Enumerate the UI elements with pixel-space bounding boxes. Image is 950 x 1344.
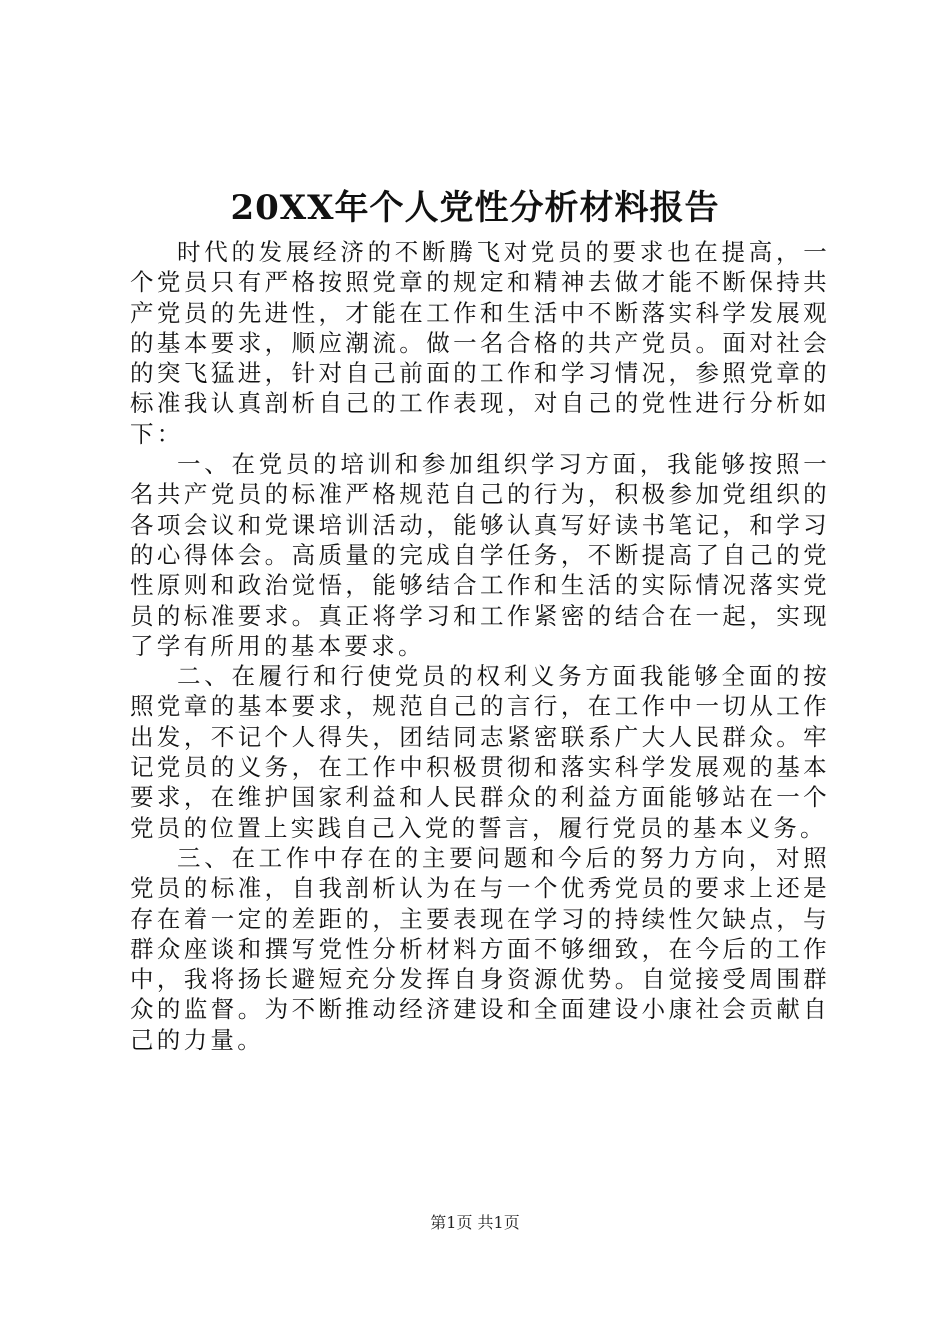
- page-footer: 第1页 共1页: [430, 1213, 520, 1232]
- paragraph-section-2: 二、在履行和行使党员的权利义务方面我能够全面的按照党章的基本要求，规范自己的言行，在工作中一切从工作出发，不记个人得失，团结同志紧密联系广大人民群众。牢记党员的义务，在工作中积极贯彻和落实科学发展观的基本要求，在维护国家利益和人民群众的利益方面能够站在一个党员的位置上实践自己入党的誓言，履行党员的基本义务。: [130, 662, 830, 842]
- paragraph-section-3: 三、在工作中存在的主要问题和今后的努力方向，对照党员的标准，自我剖析认为在与一个优秀党员的要求上还是存在着一定的差距的，主要表现在学习的持续性欠缺点，与群众座谈和撰写党性分析材料方面不够细致，在今后的工作中，我将扬长避短充分发挥自身资源优势。自觉接受周围群众的监督。为不断推动经济建设和全面建设小康社会贡献自己的力量。: [130, 843, 830, 1054]
- paragraph-intro: 时代的发展经济的不断腾飞对党员的要求也在提高，一个党员只有严格按照党章的规定和精神去做才能不断保持共产党员的先进性，才能在工作和生活中不断落实科学发展观的基本要求，顺应潮流。做一名合格的共产党员。面对社会的突飞猛进，针对自己前面的工作和学习情况，参照党章的标准我认真剖析自己的工作表现，对自己的党性进行分析如下：: [130, 238, 830, 448]
- document-title: 20XX年个人党性分析材料报告: [230, 188, 720, 228]
- paragraph-section-1: 一、在党员的培训和参加组织学习方面，我能够按照一名共产党员的标准严格规范自己的行为，积极参加党组织的各项会议和党课培训活动，能够认真写好读书笔记，和学习的心得体会。高质量的完成自学任务，不断提高了自己的党性原则和政治觉悟，能够结合工作和生活的实际情况落实党员的标准要求。真正将学习和工作紧密的结合在一起，实现了学有所用的基本要求。: [130, 450, 830, 660]
- document-body: [130, 237, 830, 1055]
